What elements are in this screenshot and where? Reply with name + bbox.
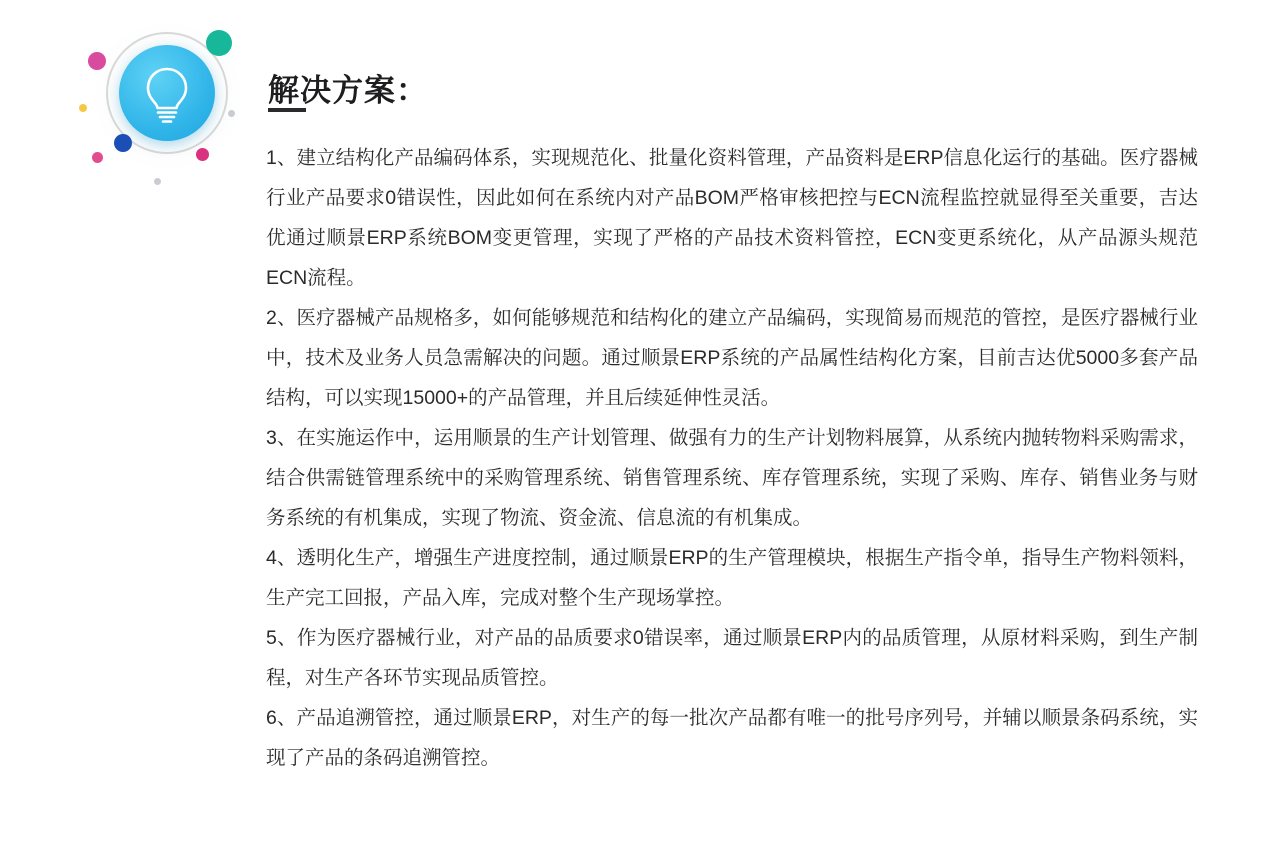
decor-dot-pink-3: [92, 152, 103, 163]
decor-dot-pink-1: [88, 52, 106, 70]
paragraph-3: 3、在实施运作中，运用顺景的生产计划管理、做强有力的生产计划物料展算，从系统内抛转物料采购需求，结合供需链管理系统中的采购管理系统、销售管理系统、库存管理系统，实现了采购、库存、销售业务与财务系统的有机集成，实现了物流、资金流、信息流的有机集成。: [266, 427, 1198, 529]
decor-dot-grey-2: [154, 178, 161, 185]
paragraph-1: 1、建立结构化产品编码体系，实现规范化、批量化资料管理，产品资料是ERP信息化运行的基础。医疗器械行业产品要求0错误性，因此如何在系统内对产品BOM严格审核把控与ECN流程监控就显得至关重要，吉达优通过顺景ERP系统BOM变更管理，实现了严格的产品技术资料管控，ECN变更系统化，从产品源头规范ECN流程。: [266, 147, 1198, 289]
decor-dot-teal: [206, 30, 232, 56]
decor-dot-grey-1: [228, 110, 235, 117]
paragraph-4: 4、透明化生产，增强生产进度控制，通过顺景ERP的生产管理模块，根据生产指令单，指导生产物料领料，生产完工回报，产品入库，完成对整个生产现场掌控。: [266, 547, 1198, 609]
title-underline-divider: [268, 108, 306, 112]
lightbulb-icon-group: [78, 18, 258, 198]
paragraph-6: 6、产品追溯管控，通过顺景ERP，对生产的每一批次产品都有唯一的批号序列号，并辅以顺景条码系统，实现了产品的条码追溯管控。: [266, 707, 1198, 769]
paragraph-2: 2、医疗器械产品规格多，如何能够规范和结构化的建立产品编码，实现简易而规范的管控，是医疗器械行业中，技术及业务人员急需解决的问题。通过顺景ERP系统的产品属性结构化方案，目前吉达优5000多套产品结构，可以实现15000+的产品管理，并且后续延伸性灵活。: [266, 307, 1198, 409]
decor-dot-pink-2: [196, 148, 209, 161]
decor-dot-yellow: [79, 104, 87, 112]
lightbulb-icon: [119, 45, 215, 141]
decor-dot-blue: [114, 134, 132, 152]
solution-body: [266, 138, 1198, 778]
page-title: 解决方案：: [268, 72, 428, 108]
paragraph-5: 5、作为医疗器械行业，对产品的品质要求0错误率，通过顺景ERP内的品质管理，从原材料采购，到生产制程，对生产各环节实现品质管控。: [266, 627, 1198, 689]
